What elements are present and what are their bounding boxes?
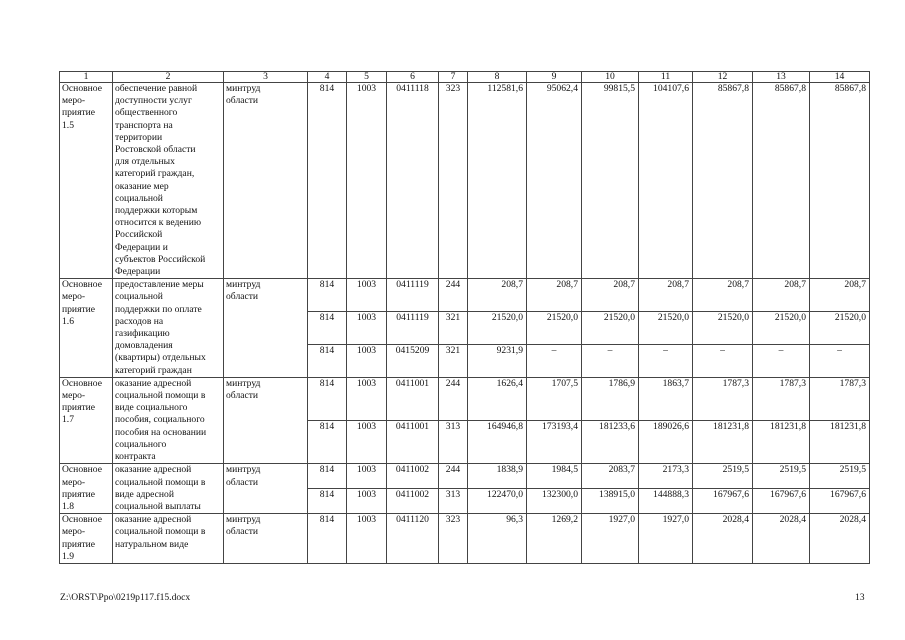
value-cell: 0411119 <box>387 312 439 345</box>
header-cell: 5 <box>347 72 387 83</box>
value-cell: 0411118 <box>387 83 439 279</box>
value-cell: 173193,4 <box>527 421 582 464</box>
value-cell: 95062,4 <box>527 83 582 279</box>
value-cell: 0411119 <box>387 279 439 312</box>
value-cell: 1003 <box>347 83 387 279</box>
value-cell: 181231,8 <box>810 421 870 464</box>
value-cell: 208,7 <box>753 279 810 312</box>
value-cell: 0411002 <box>387 489 439 514</box>
value-cell: 244 <box>439 464 468 489</box>
value-cell: 814 <box>308 464 347 489</box>
value-cell: 96,3 <box>468 514 527 564</box>
value-cell: 244 <box>439 279 468 312</box>
value-cell: 1269,2 <box>527 514 582 564</box>
row-id-cell: Основное меро- приятие 1.5 <box>60 83 113 279</box>
value-cell: 1626,4 <box>468 377 527 420</box>
value-cell: 1003 <box>347 345 387 378</box>
header-row <box>60 72 870 83</box>
value-cell: 1927,0 <box>582 514 639 564</box>
header-cell: 12 <box>693 72 753 83</box>
value-cell: 85867,8 <box>810 83 870 279</box>
value-cell: 167967,6 <box>753 489 810 514</box>
value-cell: 814 <box>308 377 347 420</box>
row-id-cell: Основное меро- приятие 1.7 <box>60 377 113 463</box>
header-cell: 3 <box>224 72 308 83</box>
value-cell: 1003 <box>347 312 387 345</box>
header-cell: 2 <box>113 72 224 83</box>
value-cell: 2083,7 <box>582 464 639 489</box>
value-cell: 1863,7 <box>639 377 693 420</box>
value-cell: 313 <box>439 489 468 514</box>
value-cell: 181231,8 <box>693 421 753 464</box>
value-cell: 2519,5 <box>693 464 753 489</box>
value-cell: 814 <box>308 279 347 312</box>
value-cell: 244 <box>439 377 468 420</box>
row-name-cell: оказание адресной социальной помощи в виде адресной социальной выплаты <box>113 464 224 514</box>
budget-table <box>59 71 870 564</box>
value-cell: 164946,8 <box>468 421 527 464</box>
value-cell: 144888,3 <box>639 489 693 514</box>
value-cell: 21520,0 <box>693 312 753 345</box>
header-cell: 9 <box>527 72 582 83</box>
value-cell: 1003 <box>347 421 387 464</box>
header-cell: 6 <box>387 72 439 83</box>
row-id-cell: Основное меро- приятие 1.6 <box>60 279 113 378</box>
value-cell: 1003 <box>347 377 387 420</box>
value-cell: 112581,6 <box>468 83 527 279</box>
value-cell: 208,7 <box>693 279 753 312</box>
table-row <box>60 514 870 564</box>
row-name-cell: обеспечение равной доступности услуг общественного транспорта на территории Ростовской области для отдельных категорий граждан, оказание мер социальной поддержки которым относится к ведению Российской Федерации и субъектов Российской Федерации <box>113 83 224 279</box>
value-cell: 85867,8 <box>693 83 753 279</box>
value-cell: 1003 <box>347 279 387 312</box>
value-cell: 2028,4 <box>693 514 753 564</box>
value-cell: 2173,3 <box>639 464 693 489</box>
value-cell: 1787,3 <box>810 377 870 420</box>
row-name-cell: оказание адресной социальной помощи в натуральном виде <box>113 514 224 564</box>
value-cell: 21520,0 <box>753 312 810 345</box>
row-name-cell: оказание адресной социальной помощи в виде социального пособия, социального пособия на основании социального контракта <box>113 377 224 463</box>
value-cell: 1003 <box>347 464 387 489</box>
value-cell: 189026,6 <box>639 421 693 464</box>
row-org-cell: минтруд области <box>224 464 308 514</box>
value-cell: 323 <box>439 83 468 279</box>
value-cell: – <box>639 345 693 378</box>
value-cell: 1003 <box>347 489 387 514</box>
value-cell: – <box>527 345 582 378</box>
header-cell: 8 <box>468 72 527 83</box>
value-cell: 323 <box>439 514 468 564</box>
value-cell: 208,7 <box>527 279 582 312</box>
value-cell: 99815,5 <box>582 83 639 279</box>
value-cell: 2028,4 <box>810 514 870 564</box>
value-cell: 0411120 <box>387 514 439 564</box>
table-row <box>60 83 870 279</box>
value-cell: 85867,8 <box>753 83 810 279</box>
value-cell: 814 <box>308 83 347 279</box>
table-row <box>60 377 870 420</box>
value-cell: 814 <box>308 514 347 564</box>
value-cell: 138915,0 <box>582 489 639 514</box>
value-cell: 814 <box>308 345 347 378</box>
value-cell: – <box>693 345 753 378</box>
value-cell: 814 <box>308 312 347 345</box>
value-cell: 1707,5 <box>527 377 582 420</box>
value-cell: 167967,6 <box>810 489 870 514</box>
value-cell: 0411002 <box>387 464 439 489</box>
value-cell: – <box>810 345 870 378</box>
value-cell: 208,7 <box>639 279 693 312</box>
footer-page-number: 13 <box>855 592 865 603</box>
value-cell: 181233,6 <box>582 421 639 464</box>
value-cell: 21520,0 <box>527 312 582 345</box>
value-cell: 21520,0 <box>582 312 639 345</box>
value-cell: 814 <box>308 421 347 464</box>
value-cell: 321 <box>439 312 468 345</box>
header-cell: 14 <box>810 72 870 83</box>
value-cell: 9231,9 <box>468 345 527 378</box>
value-cell: 208,7 <box>810 279 870 312</box>
value-cell: – <box>753 345 810 378</box>
value-cell: 1927,0 <box>639 514 693 564</box>
value-cell: 313 <box>439 421 468 464</box>
value-cell: 2519,5 <box>753 464 810 489</box>
value-cell: 1838,9 <box>468 464 527 489</box>
row-org-cell: минтруд области <box>224 514 308 564</box>
value-cell: 321 <box>439 345 468 378</box>
header-cell: 13 <box>753 72 810 83</box>
row-id-cell: Основное меро- приятие 1.9 <box>60 514 113 564</box>
value-cell: 167967,6 <box>693 489 753 514</box>
value-cell: 21520,0 <box>810 312 870 345</box>
value-cell: 2028,4 <box>753 514 810 564</box>
table-row <box>60 464 870 489</box>
value-cell: 181231,8 <box>753 421 810 464</box>
table-row <box>60 279 870 312</box>
value-cell: 814 <box>308 489 347 514</box>
value-cell: 0411001 <box>387 377 439 420</box>
header-cell: 10 <box>582 72 639 83</box>
value-cell: 104107,6 <box>639 83 693 279</box>
value-cell: 208,7 <box>582 279 639 312</box>
header-cell: 7 <box>439 72 468 83</box>
value-cell: 0415209 <box>387 345 439 378</box>
value-cell: 132300,0 <box>527 489 582 514</box>
footer-file-path: Z:\ORST\Ppo\0219p117.f15.docx <box>60 592 191 603</box>
value-cell: 1787,3 <box>693 377 753 420</box>
header-cell: 11 <box>639 72 693 83</box>
value-cell: 2519,5 <box>810 464 870 489</box>
value-cell: 0411001 <box>387 421 439 464</box>
value-cell: 1984,5 <box>527 464 582 489</box>
row-org-cell: минтруд области <box>224 83 308 279</box>
value-cell: – <box>582 345 639 378</box>
value-cell: 1003 <box>347 514 387 564</box>
row-id-cell: Основное меро- приятие 1.8 <box>60 464 113 514</box>
row-org-cell: минтруд области <box>224 279 308 378</box>
value-cell: 208,7 <box>468 279 527 312</box>
row-org-cell: минтруд области <box>224 377 308 463</box>
value-cell: 1787,3 <box>753 377 810 420</box>
header-cell: 1 <box>60 72 113 83</box>
row-name-cell: предоставление меры социальной поддержки по оплате расходов на газификацию домовладения (квартиры) отдельных категорий граждан <box>113 279 224 378</box>
value-cell: 1786,9 <box>582 377 639 420</box>
header-cell: 4 <box>308 72 347 83</box>
value-cell: 21520,0 <box>468 312 527 345</box>
value-cell: 122470,0 <box>468 489 527 514</box>
value-cell: 21520,0 <box>639 312 693 345</box>
